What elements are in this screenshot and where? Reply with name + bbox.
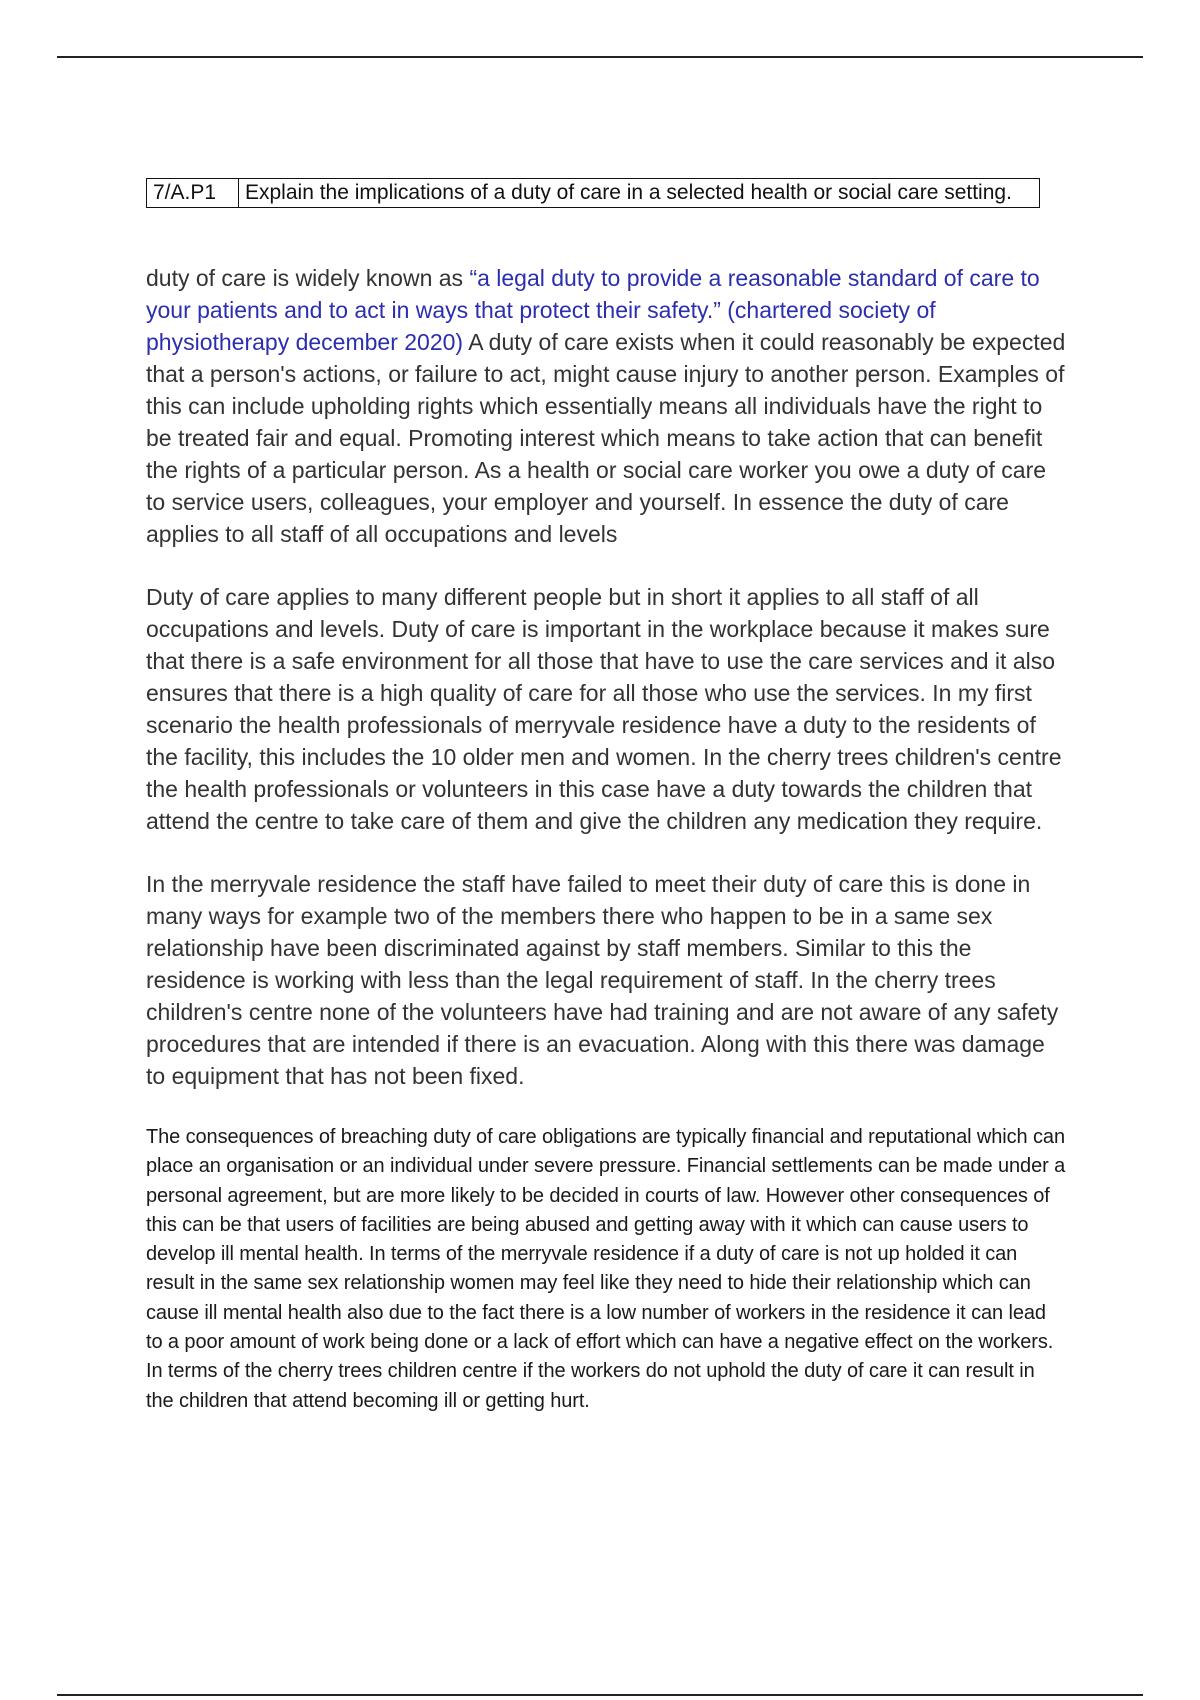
- document-body: [146, 262, 1066, 1416]
- paragraph-consequences: The consequences of breaching duty of care obligations are typically financial and reputational which can place an organisation or an individual under severe pressure. Financial settlements can be made under a personal agreement, but are more likely to be decided in courts of law. However other consequences of this can be that users of facilities are being abused and getting away with it which can cause users to develop ill mental health. In terms of the merryvale residence if a duty of care is not up holded it can result in the same sex relationship women may feel like they need to hide their relationship which can cause ill mental health also due to the fact there is a low number of workers in the residence it can lead to a poor amount of work being done or a lack of effort which can have a negative effect on the workers. In terms of the cherry trees children centre if the workers do not uphold the duty of care it can result in the children that attend becoming ill or getting hurt.: [146, 1126, 1066, 1412]
- intro-text: duty of care is widely known as: [146, 265, 470, 291]
- footer-rule: [57, 1694, 1143, 1696]
- definition-text: A duty of care exists when it could reasonably be expected that a person's actions, or failure to act, might cause injury to another person. Examples of this can include upholding rights which essentially means all individuals have the right to be treated fair and equal. Promoting interest which means to take action that can benefit the rights of a particular person. As a health or social care worker you owe a duty of care to service users, colleagues, your employer and yourself. In essence the duty of care applies to all staff of all occupations and levels: [146, 329, 1066, 547]
- criteria-table: [146, 178, 1040, 208]
- criteria-task: Explain the implications of a duty of care in a selected health or social care setting.: [239, 179, 1040, 208]
- paragraph-who-applies: Duty of care applies to many different people but in short it applies to all staff of all occupations and levels. Duty of care is important in the workplace because it makes sure that there is a safe environment for all those that have to use the care services and it also ensures that there is a high quality of care for all those who use the services. In my first scenario the health professionals of merryvale residence have a duty to the residents of the facility, this includes the 10 older men and women. In the cherry trees children's centre the health professionals or volunteers in this case have a duty towards the children that attend the centre to take care of them and give the children any medication they require.: [146, 584, 1062, 834]
- paragraph-failures: In the merryvale residence the staff have failed to meet their duty of care this is done in many ways for example two of the members there who happen to be in a same sex relationship have been discriminated against by staff members. Similar to this the residence is working with less than the legal requirement of staff. In the cherry trees children's centre none of the volunteers have had training and are not aware of any safety procedures that are intended if there is an evacuation. Along with this there was damage to equipment that has not been fixed.: [146, 871, 1059, 1089]
- paragraph-duty-definition: [146, 262, 1066, 550]
- criteria-code: 7/A.P1: [147, 179, 239, 208]
- header-rule: [57, 56, 1143, 58]
- criteria-row: [147, 179, 1040, 208]
- cited-quote: “a legal duty to provide a reasonable standard of care to your patients and to act in ways that protect their safety.” (chartered society of physiotherapy december 2020): [146, 265, 1040, 355]
